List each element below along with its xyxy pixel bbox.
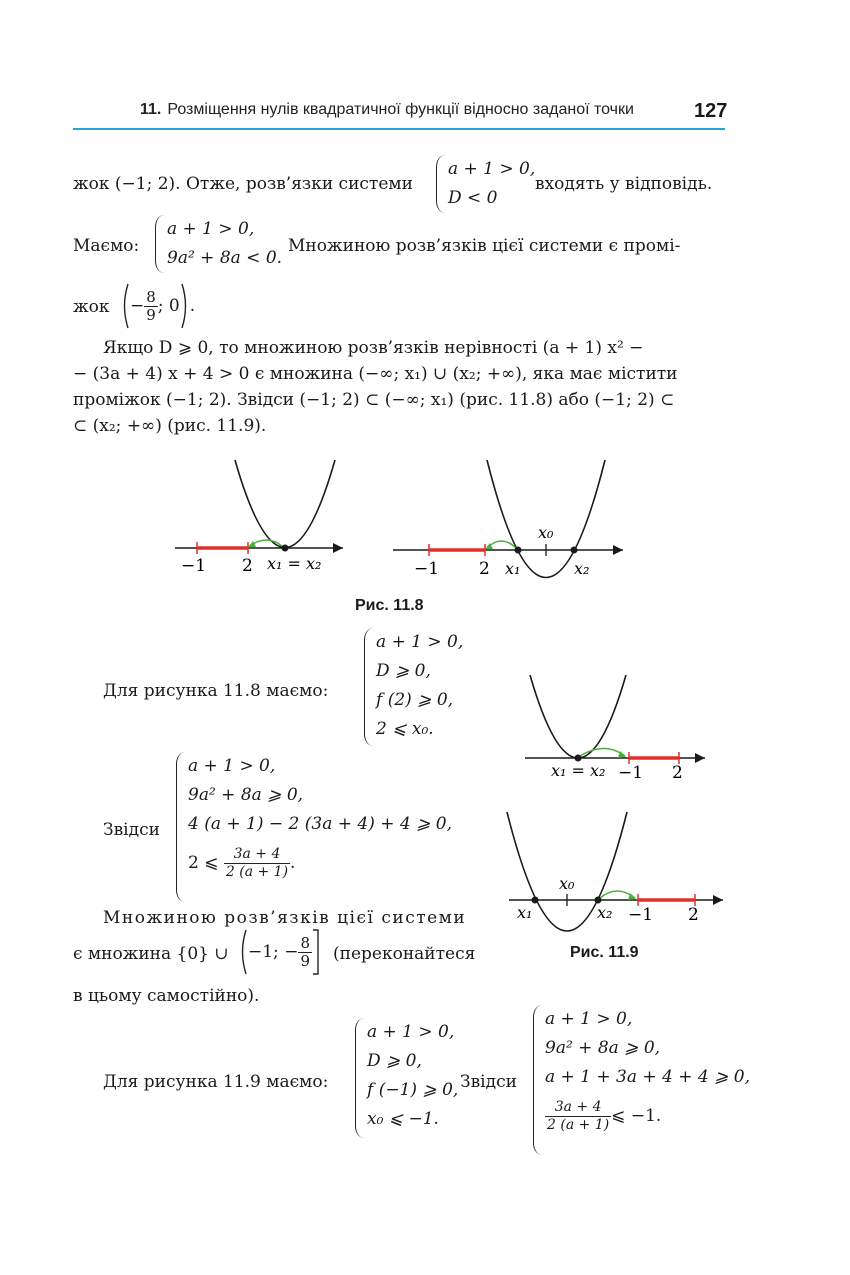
paragraph-line: − (3a + 4) x + 4 > 0 є множина (−∞; x₁) ∪ (x₂; +∞), яка має містити bbox=[73, 364, 678, 384]
label-minus-one: −1 bbox=[414, 559, 440, 579]
label-x0: x₀ bbox=[538, 523, 554, 542]
system-4-row: 4 (a + 1) − 2 (3a + 4) + 4 ⩾ 0, bbox=[188, 814, 452, 834]
label-two: 2 bbox=[672, 763, 683, 783]
system-2-row: 9a² + 8a < 0. bbox=[167, 248, 283, 268]
label-x2: x₂ bbox=[574, 559, 590, 578]
page-number: 127 bbox=[694, 100, 728, 122]
set-interval-expression: −1; − $\frac{8}{9}$ bbox=[238, 928, 320, 976]
label-minus-one: −1 bbox=[618, 763, 644, 783]
set-line-3: в цьому самостійно). bbox=[73, 986, 260, 1006]
system-6-row: 9a² + 8a ⩾ 0, bbox=[545, 1038, 661, 1058]
interval-numerator: 8 bbox=[146, 287, 156, 306]
system-6-row: a + 1 + 3a + 4 + 4 ⩾ 0, bbox=[545, 1067, 751, 1087]
line1-start: жок (−1; 2). Отже, розв’язки системи bbox=[73, 174, 413, 194]
running-header bbox=[140, 101, 634, 119]
set-line-2-end: (переконайтеся bbox=[333, 944, 476, 964]
paragraph-line: проміжок (−1; 2). Звідси (−1; 2) ⊂ (−∞; x₁) (рис. 11.8) або (−1; 2) ⊂ bbox=[73, 390, 675, 410]
system-6-row: a + 1 > 0, bbox=[545, 1009, 633, 1029]
label-x1: x₁ bbox=[517, 903, 533, 922]
figure-11-9 bbox=[495, 665, 735, 935]
figure-11-8-caption: Рис. 11.8 bbox=[355, 597, 424, 614]
figure-11-9-caption: Рис. 11.9 bbox=[570, 944, 639, 961]
system-6-frac-num: 3a + 4 bbox=[545, 1099, 611, 1117]
label-x1: x₁ bbox=[505, 559, 521, 578]
label-x0: x₀ bbox=[559, 874, 575, 893]
system-4-frac-num: 3a + 4 bbox=[224, 846, 290, 864]
line3-start: жок bbox=[73, 297, 110, 317]
label-two: 2 bbox=[479, 559, 490, 579]
for-fig-11-9-text: Для рисунка 11.9 маємо: bbox=[103, 1072, 329, 1092]
section-number: 11. bbox=[140, 101, 162, 118]
system-3-row: f (2) ⩾ 0, bbox=[376, 690, 454, 710]
section-title: Розміщення нулів квадратичної функції відносно заданої точки bbox=[167, 101, 634, 118]
system-5-row: D ⩾ 0, bbox=[367, 1051, 422, 1071]
system-4-row: 9a² + 8a ⩾ 0, bbox=[188, 785, 304, 805]
system-3-row: a + 1 > 0, bbox=[376, 632, 464, 652]
zvidsy-label: Звідси bbox=[103, 820, 160, 840]
system-3-row: D ⩾ 0, bbox=[376, 661, 431, 681]
system-1-row: D < 0 bbox=[448, 188, 498, 208]
system-3-row: 2 ⩽ x₀. bbox=[376, 719, 434, 739]
system-3 bbox=[364, 628, 463, 746]
set-interval-numerator: 8 bbox=[300, 933, 310, 952]
interval-expression: − $\frac{8}{9}$ ; 0 . bbox=[120, 282, 195, 330]
set-interval-denominator: 9 bbox=[300, 951, 310, 970]
system-4-row: a + 1 > 0, bbox=[188, 756, 276, 776]
label-x1-eq-x2: x₁ = x₂ bbox=[267, 554, 322, 573]
label-minus-one: −1 bbox=[181, 556, 207, 576]
figure-11-8 bbox=[165, 450, 635, 585]
system-1 bbox=[436, 155, 535, 213]
system-5 bbox=[355, 1018, 458, 1138]
system-2 bbox=[155, 215, 282, 273]
header-rule bbox=[73, 128, 725, 130]
system-2-row: a + 1 > 0, bbox=[167, 219, 255, 239]
zvidsy-label-2: Звідси bbox=[460, 1072, 517, 1092]
system-5-row: a + 1 > 0, bbox=[367, 1022, 455, 1042]
paragraph-line: ⊂ (x₂; +∞) (рис. 11.9). bbox=[73, 416, 267, 436]
system-6-frac-tail: ⩽ −1. bbox=[611, 1106, 662, 1126]
set-line-1: Множиною розв’язків цієї системи bbox=[103, 908, 467, 928]
for-fig-11-8-text: Для рисунка 11.8 маємо: bbox=[103, 681, 329, 701]
system-5-row: x₀ ⩽ −1. bbox=[367, 1109, 439, 1129]
set-line-2-start: є множина {0} ∪ bbox=[73, 944, 229, 964]
system-1-row: a + 1 > 0, bbox=[448, 159, 536, 179]
system-4: a + 1 > 0, 9a² + 8a ⩾ 0, 4 (a + 1) − 2 (3a + 4) + 4 ⩾ 0, 2 ⩽ $\frac{3a + 4}{2 (a + 1)}$ . bbox=[176, 752, 452, 902]
system-5-row: f (−1) ⩾ 0, bbox=[367, 1080, 459, 1100]
label-x1-eq-x2: x₁ = x₂ bbox=[551, 761, 606, 780]
line1-end: входять у відповідь. bbox=[535, 174, 713, 194]
label-x2: x₂ bbox=[597, 903, 613, 922]
label-minus-one: −1 bbox=[628, 905, 654, 925]
system-6-frac-den: 2 (a + 1) bbox=[547, 1117, 610, 1133]
line2-end: Множиною розв’язків цієї системи є промі- bbox=[288, 236, 681, 256]
system-6 bbox=[533, 1005, 750, 1155]
label-two: 2 bbox=[688, 905, 699, 925]
line2-start: Маємо: bbox=[73, 236, 140, 256]
paragraph-line: Якщо D ⩾ 0, то множиною розв’язків нерівності (a + 1) x² − bbox=[103, 338, 644, 358]
label-two: 2 bbox=[242, 556, 253, 576]
system-4-frac-den: 2 (a + 1) bbox=[225, 864, 289, 880]
interval-denominator: 9 bbox=[146, 305, 156, 324]
